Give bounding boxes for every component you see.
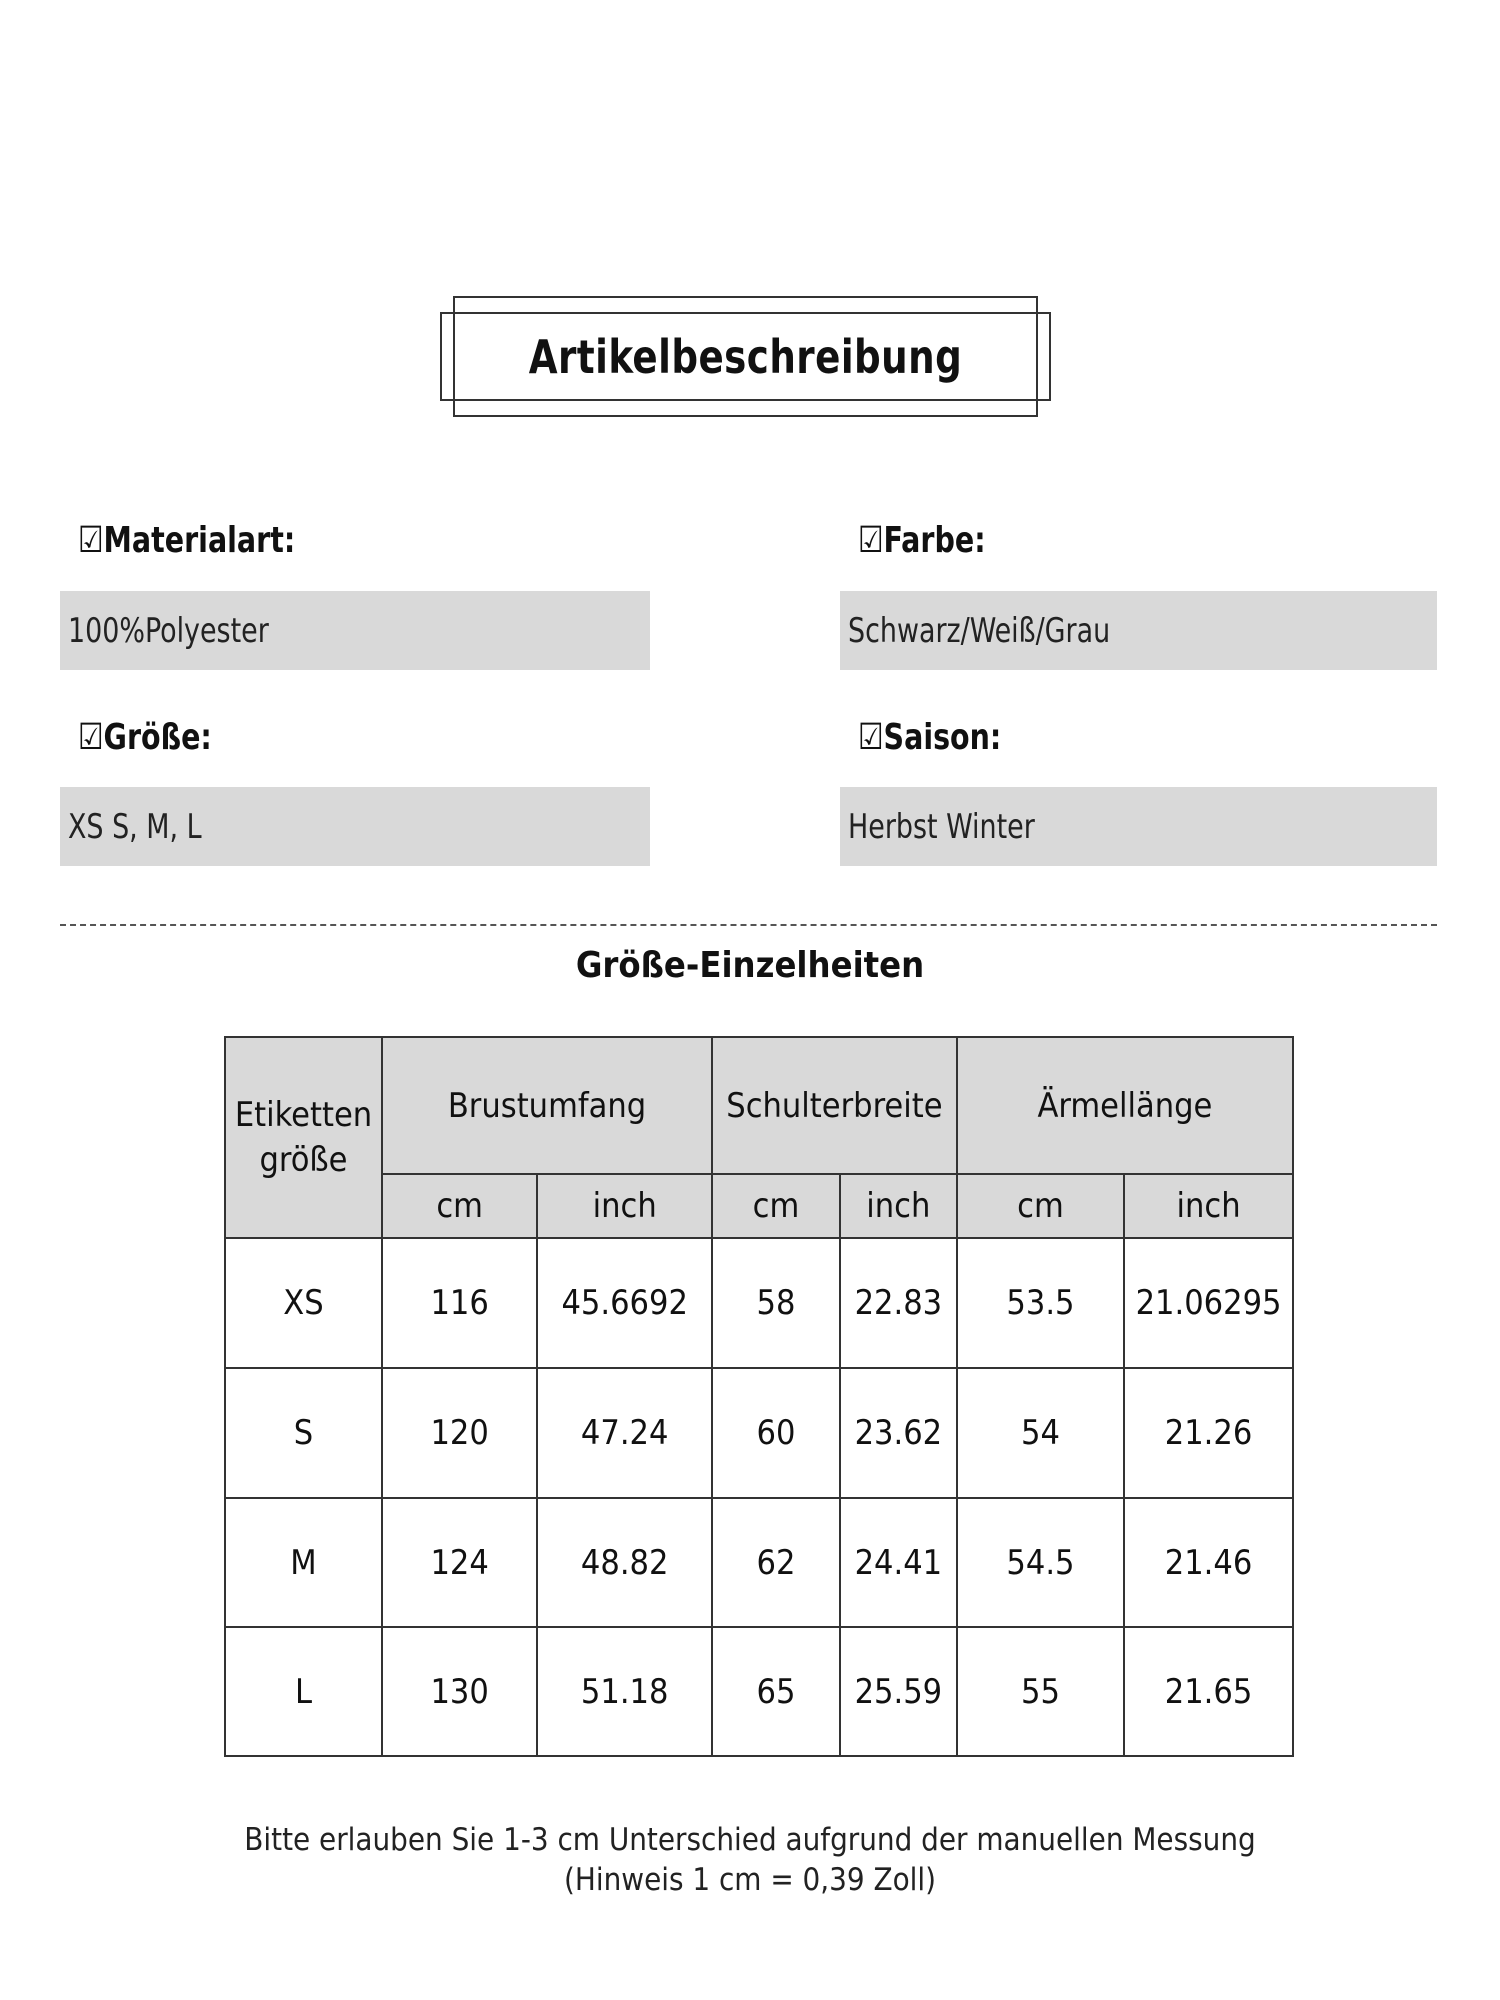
cell: 21.06295	[1124, 1238, 1293, 1368]
field-label-material: ☑Materialart:	[78, 520, 296, 561]
cell: S	[225, 1368, 382, 1498]
checkbox-icon: ☑	[78, 520, 104, 561]
conversion-note: (Hinweis 1 cm = 0,39 Zoll)	[563, 1862, 937, 1898]
cell: 47.24	[537, 1368, 712, 1498]
cell: 62	[712, 1498, 840, 1627]
cell: 48.82	[537, 1498, 712, 1627]
cell: 124	[382, 1498, 537, 1627]
field-label-size: ☑Größe:	[78, 717, 212, 758]
header-label-size: Etiketten größe	[225, 1037, 382, 1238]
table-row	[225, 1368, 1293, 1498]
cell: 24.41	[840, 1498, 957, 1627]
table-row	[225, 1238, 1293, 1368]
checkbox-icon: ☑	[78, 717, 104, 758]
cell: 45.6692	[537, 1238, 712, 1368]
header-chest: Brustumfang	[382, 1037, 712, 1174]
unit-cell: inch	[1124, 1174, 1293, 1238]
cell: L	[225, 1627, 382, 1756]
measurement-note: Bitte erlauben Sie 1-3 cm Unterschied aufgrund der manuellen Messung	[244, 1822, 1256, 1858]
table-row	[225, 1627, 1293, 1756]
cell: 53.5	[957, 1238, 1124, 1368]
size-details-heading: Größe-Einzelheiten	[575, 945, 925, 986]
header-shoulder: Schulterbreite	[712, 1037, 957, 1174]
cell: 116	[382, 1238, 537, 1368]
table-row	[225, 1498, 1293, 1627]
cell: 130	[382, 1627, 537, 1756]
field-value-material: 100%Polyester	[60, 591, 650, 670]
cell: 21.46	[1124, 1498, 1293, 1627]
checkbox-icon: ☑	[858, 717, 884, 758]
checkbox-icon: ☑	[858, 520, 884, 561]
unit-cell: inch	[537, 1174, 712, 1238]
cell: 60	[712, 1368, 840, 1498]
unit-cell: cm	[957, 1174, 1124, 1238]
unit-cell: inch	[840, 1174, 957, 1238]
cell: 21.65	[1124, 1627, 1293, 1756]
dashed-divider	[60, 924, 1437, 926]
cell: 23.62	[840, 1368, 957, 1498]
field-label-season: ☑Saison:	[858, 717, 1002, 758]
field-label-color: ☑Farbe:	[858, 520, 986, 561]
cell: 22.83	[840, 1238, 957, 1368]
cell: 65	[712, 1627, 840, 1756]
field-value-season: Herbst Winter	[840, 787, 1437, 866]
unit-cell: cm	[382, 1174, 537, 1238]
cell: 25.59	[840, 1627, 957, 1756]
page-title: Artikelbeschreibung	[528, 329, 963, 384]
cell: 54.5	[957, 1498, 1124, 1627]
unit-cell: cm	[712, 1174, 840, 1238]
cell: 51.18	[537, 1627, 712, 1756]
cell: 54	[957, 1368, 1124, 1498]
cell: M	[225, 1498, 382, 1627]
cell: 58	[712, 1238, 840, 1368]
size-table	[224, 1036, 1294, 1757]
cell: XS	[225, 1238, 382, 1368]
field-value-color: Schwarz/Weiß/Grau	[840, 591, 1437, 670]
header-sleeve: Ärmellänge	[957, 1037, 1293, 1174]
cell: 55	[957, 1627, 1124, 1756]
field-value-size: XS S, M, L	[60, 787, 650, 866]
cell: 120	[382, 1368, 537, 1498]
cell: 21.26	[1124, 1368, 1293, 1498]
